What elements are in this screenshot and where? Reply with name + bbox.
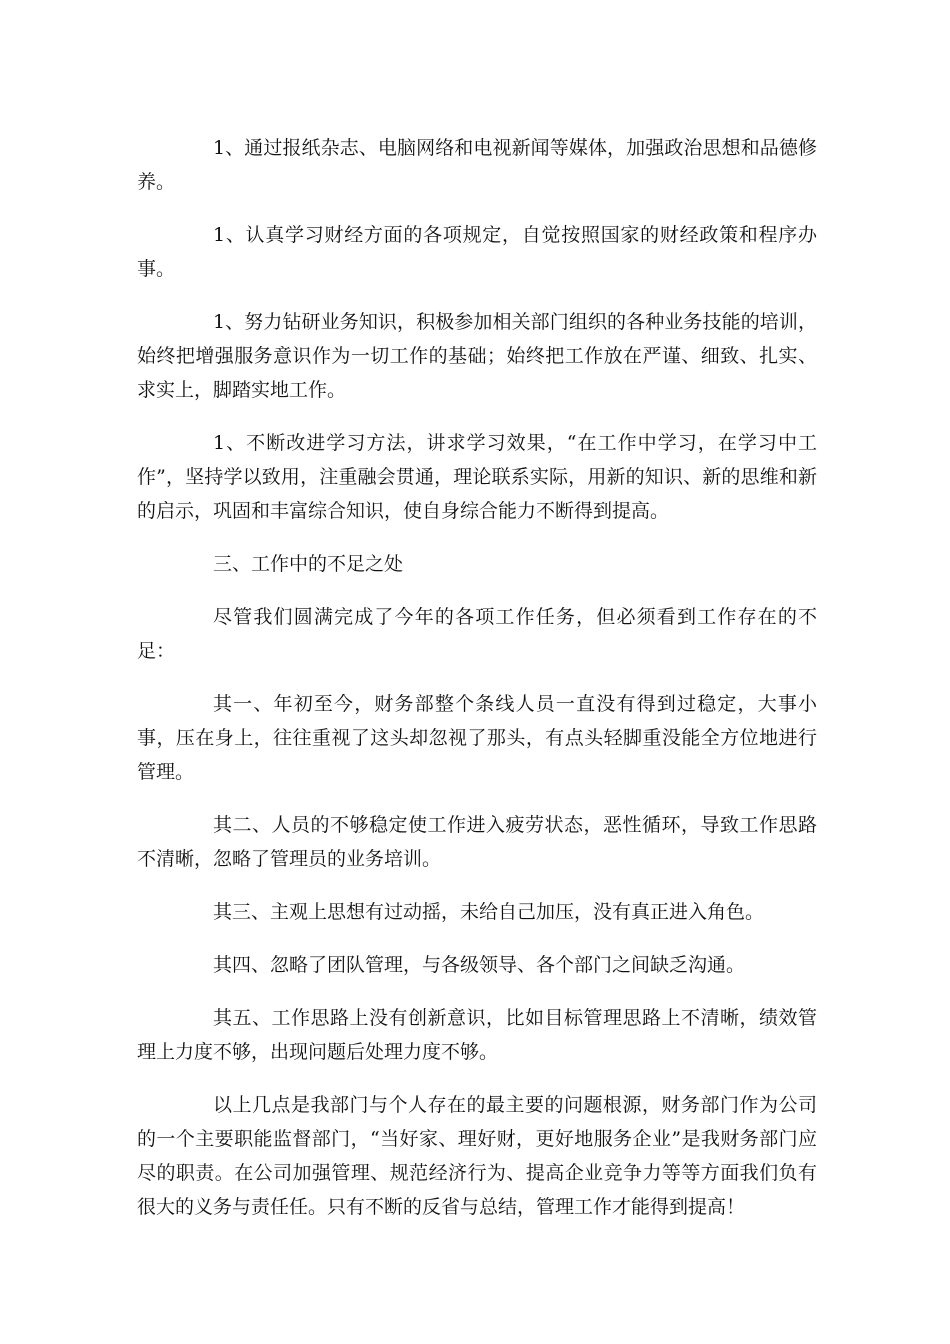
paragraph-shortcoming-5: 其五、工作思路上没有创新意识，比如目标管理思路上不清晰，绩效管理上力度不够，出现问题后处理力度不够。 bbox=[137, 1007, 817, 1063]
paragraph-study-media: 1、通过报纸杂志、电脑网络和电视新闻等媒体，加强政治思想和品德修养。 bbox=[137, 137, 817, 193]
paragraph-finance-rules: 1、认真学习财经方面的各项规定，自觉按照国家的财经政策和程序办事。 bbox=[137, 224, 817, 280]
section-heading-shortcomings: 三、工作中的不足之处 bbox=[213, 553, 404, 575]
paragraph-conclusion: 以上几点是我部门与个人存在的最主要的问题根源，财务部门作为公司的一个主要职能监督部门，“当好家、理好财，更好地服务企业”是我财务部门应尽的职责。在公司加强管理、规范经济行为、提高企业竞争力等等方面我们负有很大的义务与责任任。只有不断的反省与总结，管理工作才能得到提高！ bbox=[137, 1094, 817, 1218]
paragraph-business-knowledge: 1、努力钻研业务知识，积极参加相关部门组织的各种业务技能的培训，始终把增强服务意识作为一切工作的基础；始终把工作放在严谨、细致、扎实、求实上，脚踏实地工作。 bbox=[137, 311, 817, 401]
paragraph-shortcoming-4: 其四、忽略了团队管理，与各级领导、各个部门之间缺乏沟通。 bbox=[213, 954, 746, 976]
document-body bbox=[137, 131, 817, 1243]
paragraph-learning-method: 1、不断改进学习方法，讲求学习效果，“在工作中学习，在学习中工作”，坚持学以致用，注重融会贯通，理论联系实际，用新的知识、新的思维和新的启示，巩固和丰富综合知识，使自身综合能力不断得到提高。 bbox=[137, 432, 817, 522]
paragraph-shortcoming-1: 其一、年初至今，财务部整个条线人员一直没有得到过稳定，大事小事，压在身上，往往重视了这头却忽视了那头，有点头轻脚重没能全方位地进行管理。 bbox=[137, 693, 817, 783]
paragraph-shortcoming-2: 其二、人员的不够稳定使工作进入疲劳状态，恶性循环，导致工作思路不清晰，忽略了管理员的业务培训。 bbox=[137, 814, 817, 870]
paragraph-shortcomings-intro: 尽管我们圆满完成了今年的各项工作任务，但必须看到工作存在的不足： bbox=[137, 606, 817, 662]
paragraph-shortcoming-3: 其三、主观上思想有过动摇，未给自己加压，没有真正进入角色。 bbox=[213, 901, 765, 923]
